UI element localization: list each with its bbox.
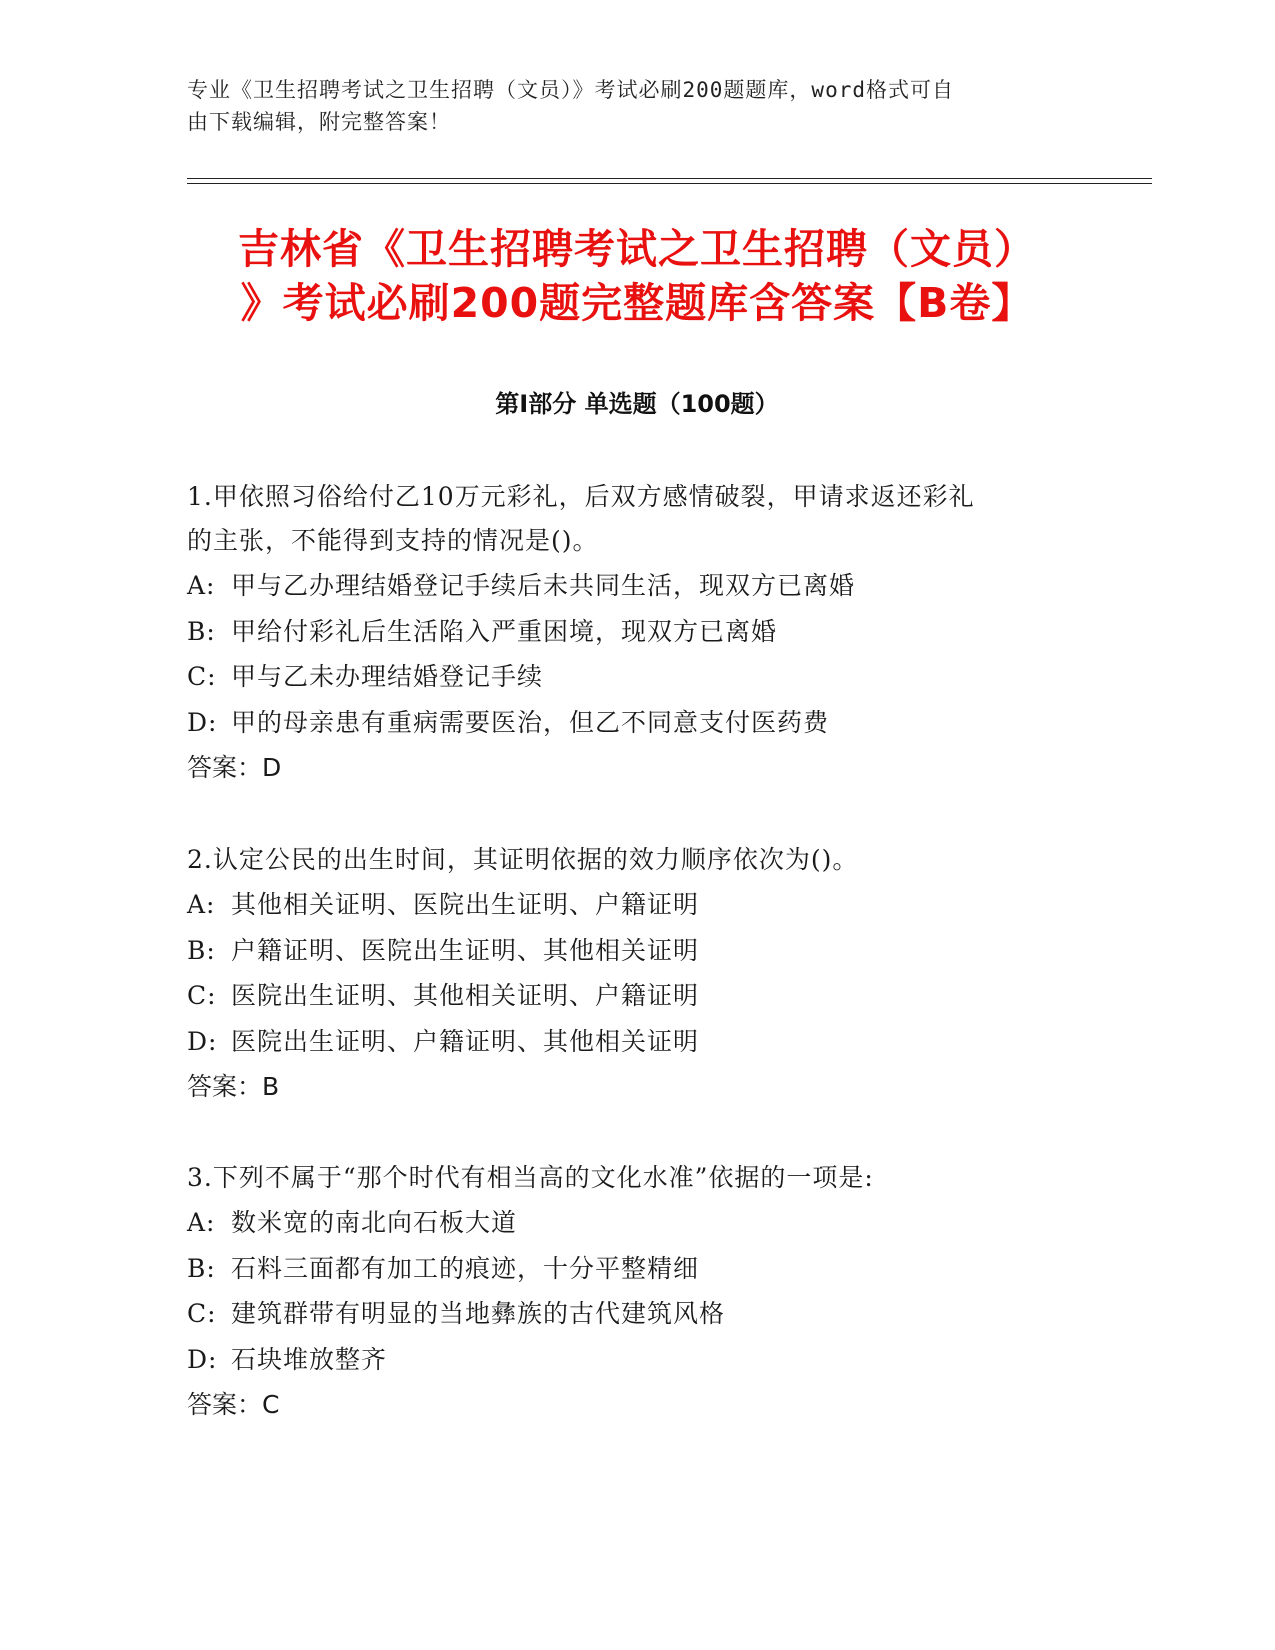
header-divider-bottom xyxy=(187,183,1152,184)
question-stem: 2.认定公民的出生时间，其证明依据的效力顺序依次为()。 xyxy=(187,845,859,874)
option-key: A: xyxy=(187,890,216,919)
option-c xyxy=(187,1291,1087,1337)
option-a xyxy=(187,563,1087,609)
option-text: 甲给付彩礼后生活陷入严重困境，现双方已离婚 xyxy=(231,616,778,646)
question-3 xyxy=(187,1156,1087,1428)
option-key: C: xyxy=(187,981,217,1010)
option-d xyxy=(187,1019,1087,1065)
option-text: 甲与乙未办理结婚登记手续 xyxy=(231,662,544,691)
option-d xyxy=(187,1337,1087,1383)
section-heading: 第Ⅰ部分 单选题（100题） xyxy=(495,390,779,418)
option-key: C: xyxy=(187,662,217,691)
option-text: 甲与乙办理结婚登记手续后未共同生活，现双方已离婚 xyxy=(231,571,856,600)
option-a xyxy=(187,1200,1087,1246)
question-stem-continued: 的主张，不能得到支持的情况是()。 xyxy=(187,526,599,555)
option-a xyxy=(187,882,1087,928)
option-key: B: xyxy=(187,616,216,646)
document-title-line-1: 吉林省《卫生招聘考试之卫生招聘（文员） xyxy=(238,225,1036,273)
question-2 xyxy=(187,838,1087,1110)
option-text: 石块堆放整齐 xyxy=(231,1344,388,1374)
question-stem: 3.下列不属于“那个时代有相当高的文化水准”依据的一项是: xyxy=(187,1163,874,1192)
option-text: 其他相关证明、医院出生证明、户籍证明 xyxy=(231,890,700,919)
header-divider-top xyxy=(187,178,1152,179)
option-key: B: xyxy=(187,935,216,965)
answer: 答案：B xyxy=(187,1072,280,1101)
answer: 答案：D xyxy=(187,753,282,782)
option-key: D: xyxy=(187,1344,218,1374)
option-text: 户籍证明、医院出生证明、其他相关证明 xyxy=(231,935,700,965)
option-key: A: xyxy=(187,571,216,600)
question-stem: 1.甲依照习俗给付乙10万元彩礼，后双方感情破裂，甲请求返还彩礼 xyxy=(187,482,975,511)
option-text: 医院出生证明、其他相关证明、户籍证明 xyxy=(231,981,700,1010)
header-note-line-1: 专业《卫生招聘考试之卫生招聘（文员）》考试必刷200题题库，word格式可自 xyxy=(187,78,954,102)
option-key: A: xyxy=(187,1208,216,1237)
option-b xyxy=(187,928,1087,974)
option-c xyxy=(187,654,1087,700)
option-b xyxy=(187,1246,1087,1292)
header-note xyxy=(187,74,1067,138)
option-key: B: xyxy=(187,1253,216,1283)
option-text: 建筑群带有明显的当地彝族的古代建筑风格 xyxy=(231,1299,726,1328)
option-d xyxy=(187,700,1087,746)
answer: 答案：C xyxy=(187,1390,280,1419)
option-text: 数米宽的南北向石板大道 xyxy=(231,1208,518,1237)
option-key: C: xyxy=(187,1299,217,1328)
option-text: 石料三面都有加工的痕迹，十分平整精细 xyxy=(231,1253,700,1283)
document-title xyxy=(187,222,1087,330)
option-b xyxy=(187,609,1087,655)
option-text: 医院出生证明、户籍证明、其他相关证明 xyxy=(231,1026,700,1056)
document-title-line-2: 》考试必刷200题完整题库含答案【B卷】 xyxy=(240,279,1034,327)
option-key: D: xyxy=(187,1026,218,1056)
header-note-line-2: 由下载编辑，附完整答案！ xyxy=(187,110,451,134)
option-key: D: xyxy=(187,707,218,737)
question-1 xyxy=(187,475,1087,791)
option-text: 甲的母亲患有重病需要医治，但乙不同意支付医药费 xyxy=(231,707,830,737)
option-c xyxy=(187,973,1087,1019)
